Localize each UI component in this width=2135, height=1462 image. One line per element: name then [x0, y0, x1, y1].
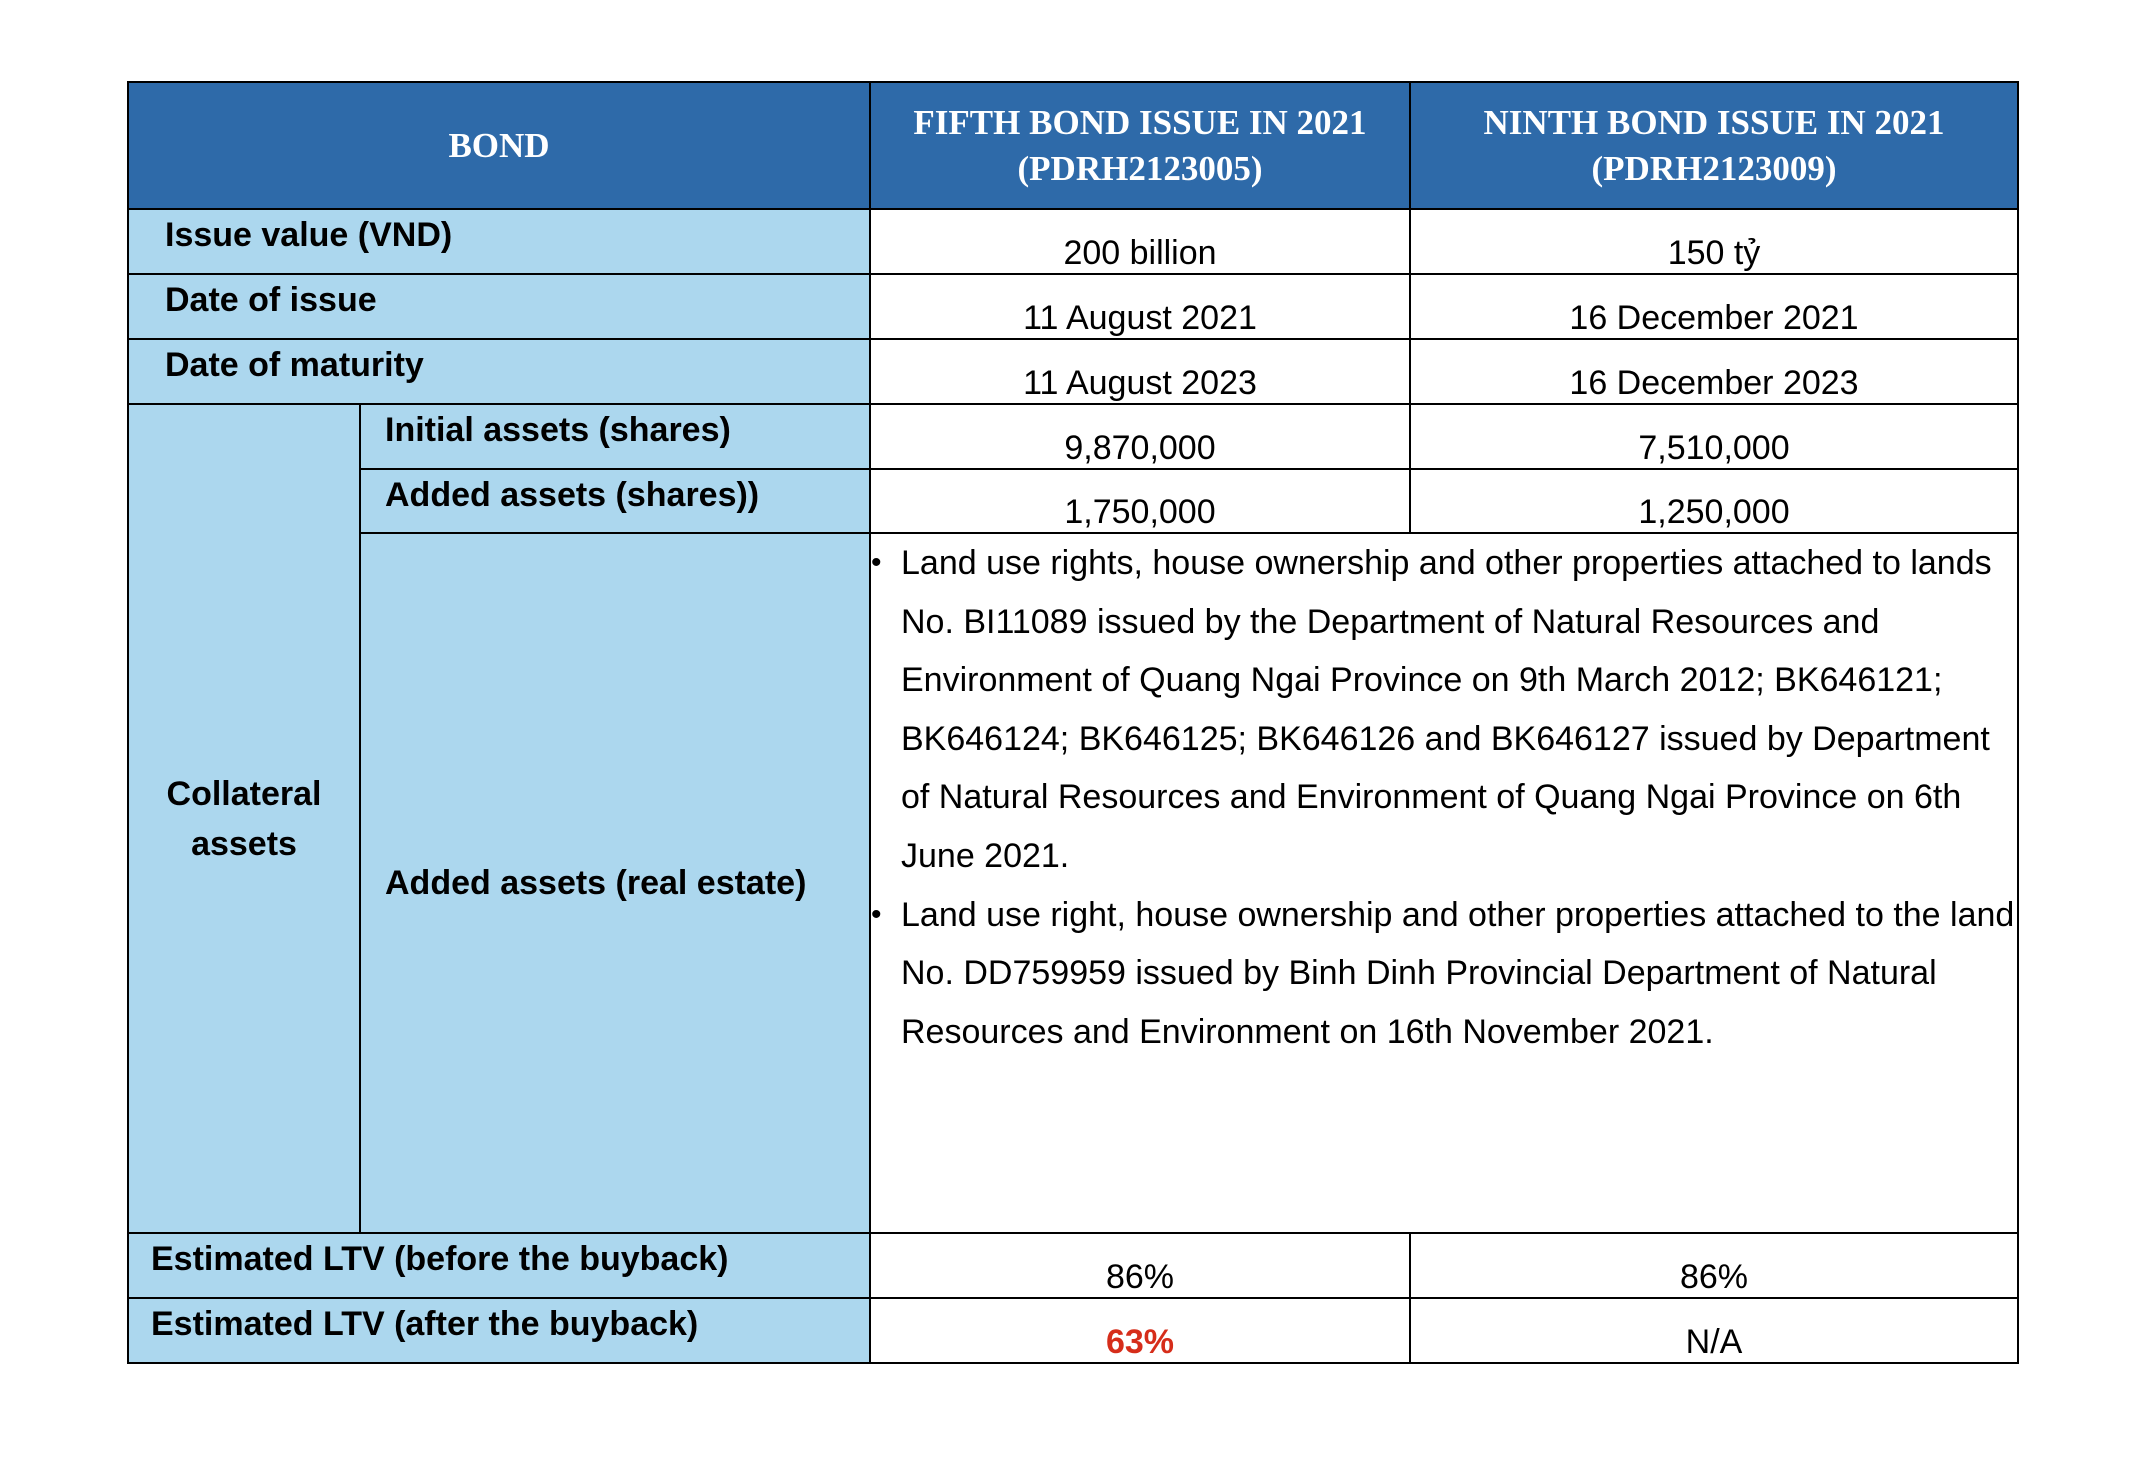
ninth-bond-code: (PDRH2123009) [1591, 148, 1837, 188]
ltv-before-label: Estimated LTV (before the buyback) [128, 1233, 870, 1298]
date-of-maturity-fifth: 11 August 2023 [870, 339, 1410, 404]
collateral-label-line2: assets [191, 824, 297, 863]
real-estate-list [871, 534, 2017, 1061]
ltv-before-ninth: 86% [1410, 1233, 2018, 1298]
date-of-issue-fifth: 11 August 2021 [870, 274, 1410, 339]
ltv-after-fifth: 63% [870, 1298, 1410, 1363]
table-row [128, 209, 2018, 274]
table-row [128, 469, 2018, 533]
list-item [871, 886, 2017, 1062]
header-row [128, 82, 2018, 209]
added-shares-fifth: 1,750,000 [870, 469, 1410, 533]
ninth-bond-header [1410, 82, 2018, 209]
initial-assets-ninth: 7,510,000 [1410, 404, 2018, 469]
real-estate-description [870, 533, 2018, 1233]
real-estate-item-2: Land use right, house ownership and other properties attached to the land No. DD759959 issued by Binh Dinh Provincial Department of Natural Resources and Environment on 16th November 2021. [901, 895, 2015, 1051]
ltv-after-ninth: N/A [1410, 1298, 2018, 1363]
bullet-icon: • [871, 897, 882, 931]
ltv-after-label: Estimated LTV (after the buyback) [128, 1298, 870, 1363]
fifth-bond-code: (PDRH2123005) [1017, 148, 1263, 188]
list-item [871, 534, 2017, 886]
added-shares-ninth: 1,250,000 [1410, 469, 2018, 533]
table-row [128, 274, 2018, 339]
date-of-issue-ninth: 16 December 2021 [1410, 274, 2018, 339]
collateral-assets-label [128, 404, 360, 1233]
date-of-maturity-ninth: 16 December 2023 [1410, 339, 2018, 404]
table-row [128, 1298, 2018, 1363]
bond-header: BOND [128, 82, 870, 209]
date-of-issue-label: Date of issue [128, 274, 870, 339]
date-of-maturity-label: Date of maturity [128, 339, 870, 404]
issue-value-ninth: 150 tỷ [1410, 209, 2018, 274]
added-real-estate-label: Added assets (real estate) [360, 533, 870, 1233]
bullet-icon: • [871, 546, 882, 579]
added-shares-label: Added assets (shares)) [360, 469, 870, 533]
table-row [128, 339, 2018, 404]
bond-comparison-table [127, 81, 2019, 1364]
fifth-bond-header [870, 82, 1410, 209]
issue-value-fifth: 200 billion [870, 209, 1410, 274]
initial-assets-label: Initial assets (shares) [360, 404, 870, 469]
real-estate-item-1: Land use rights, house ownership and other properties attached to lands No. BI11089 issued by the Department of Natural Resources and Environment of Quang Ngai Province on 9th March 2012; BK646121; BK646124; BK646125; BK646126 and BK646127 issued by Department of Natural Resources and Environment of Quang Ngai Province on 6th June 2021. [901, 544, 1992, 875]
collateral-label-line1: Collateral [166, 774, 322, 813]
initial-assets-fifth: 9,870,000 [870, 404, 1410, 469]
issue-value-label: Issue value (VND) [128, 209, 870, 274]
table-row [128, 1233, 2018, 1298]
ninth-bond-title: NINTH BOND ISSUE IN 2021 [1483, 102, 1945, 142]
ltv-before-fifth: 86% [870, 1233, 1410, 1298]
table-row [128, 533, 2018, 1233]
fifth-bond-title: FIFTH BOND ISSUE IN 2021 [913, 102, 1367, 142]
table-row [128, 404, 2018, 469]
